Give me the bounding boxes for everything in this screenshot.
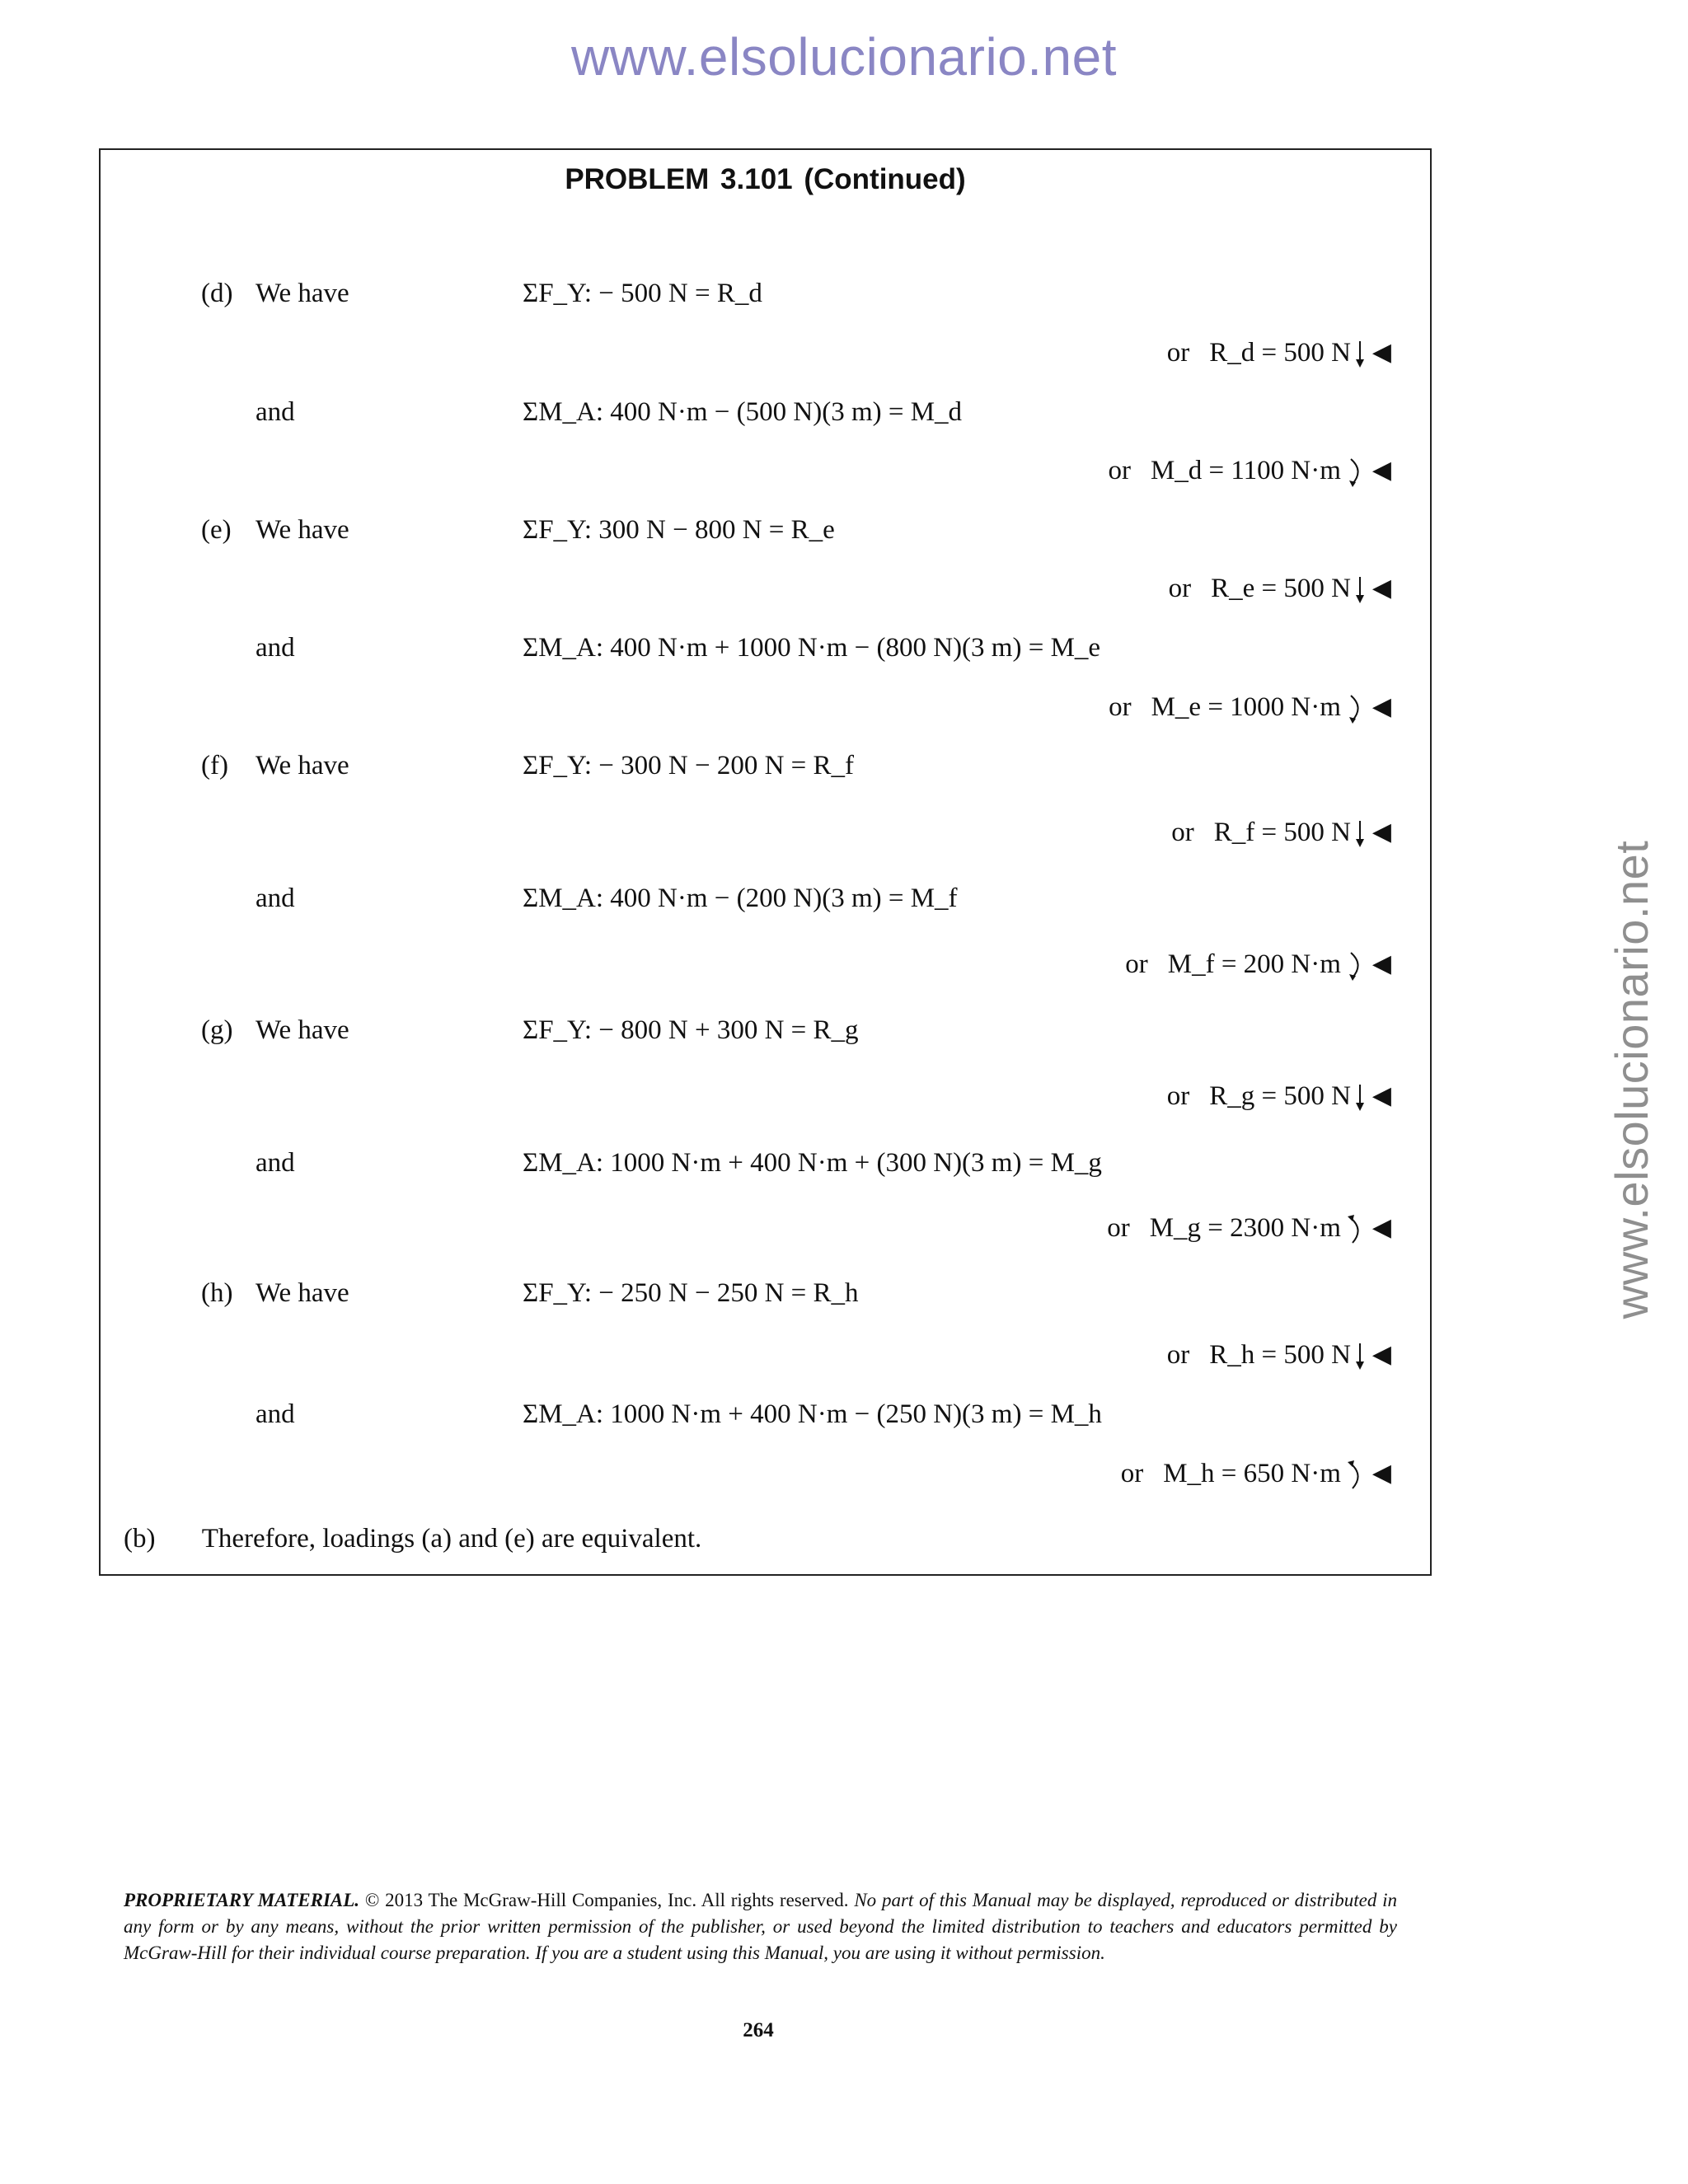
result-value: R_d = 500 N — [1209, 338, 1351, 368]
line-word: We have — [256, 751, 349, 780]
result-line — [1171, 814, 1391, 851]
end-of-answer-triangle-icon: ◀ — [1372, 1459, 1391, 1488]
result-line — [1125, 946, 1391, 982]
counterclockwise-moment-icon — [1344, 452, 1366, 489]
equation: ΣF_Y: 300 N − 800 N = R_e — [523, 515, 835, 545]
result-value: M_e = 1000 N·m — [1151, 692, 1341, 723]
footer-copyright: © 2013 The McGraw-Hill Companies, Inc. All rights reserved. — [364, 1890, 849, 1910]
counterclockwise-moment-icon — [1344, 689, 1366, 725]
end-of-answer-triangle-icon: ◀ — [1372, 574, 1391, 602]
end-of-answer-triangle-icon: ◀ — [1372, 692, 1391, 722]
equation: ΣF_Y: − 500 N = R_d — [523, 279, 762, 308]
conclusion — [124, 1521, 701, 1557]
down-arrow-icon — [1354, 570, 1366, 607]
equation: ΣM_A: 400 N·m − (500 N)(3 m) = M_d — [523, 397, 963, 427]
equation: ΣM_A: 400 N·m − (200 N)(3 m) = M_f — [523, 883, 958, 913]
footer-bold: PROPRIETARY MATERIAL. — [124, 1890, 360, 1910]
end-of-answer-triangle-icon: ◀ — [1372, 818, 1391, 846]
or-word: or — [1166, 1340, 1190, 1370]
result-line — [1108, 452, 1391, 489]
part-label: (h) — [201, 1278, 233, 1308]
down-arrow-icon — [1354, 1078, 1366, 1114]
line-word: and — [256, 1148, 295, 1178]
part-label: (f) — [201, 751, 228, 780]
watermark-top: www.elsolucionario.net — [571, 27, 1117, 87]
end-of-answer-triangle-icon: ◀ — [1372, 456, 1391, 485]
result-value: M_g = 2300 N·m — [1149, 1213, 1341, 1244]
down-arrow-icon — [1354, 814, 1366, 851]
line-word: and — [256, 1399, 295, 1429]
conclusion-label: (b) — [124, 1524, 156, 1554]
result-value: R_g = 500 N — [1209, 1081, 1351, 1111]
end-of-answer-triangle-icon: ◀ — [1372, 1213, 1391, 1243]
part-label: (d) — [201, 279, 233, 308]
equation: ΣM_A: 1000 N·m + 400 N·m − (250 N)(3 m) = M_h — [523, 1399, 1102, 1429]
line-word: We have — [256, 515, 349, 545]
result-line — [1167, 1078, 1391, 1114]
part-label: (g) — [201, 1015, 233, 1045]
or-word: or — [1171, 818, 1194, 847]
line-word: We have — [256, 279, 349, 308]
result-value: M_h = 650 N·m — [1163, 1459, 1341, 1489]
line-word: We have — [256, 1278, 349, 1308]
or-word: or — [1120, 1459, 1144, 1489]
result-line — [1109, 689, 1391, 725]
clockwise-moment-icon — [1344, 1455, 1366, 1492]
or-word: or — [1109, 692, 1132, 723]
equation: ΣM_A: 400 N·m + 1000 N·m − (800 N)(3 m) = M_e — [523, 633, 1101, 663]
or-word: or — [1108, 456, 1131, 486]
line-word: We have — [256, 1015, 349, 1045]
line-word: and — [256, 633, 295, 663]
end-of-answer-triangle-icon: ◀ — [1372, 1081, 1391, 1110]
copyright-footer — [124, 1887, 1397, 1966]
result-value: R_f = 500 N — [1213, 818, 1351, 847]
or-word: or — [1166, 338, 1190, 368]
counterclockwise-moment-icon — [1344, 946, 1366, 982]
clockwise-moment-icon — [1344, 1210, 1366, 1246]
equation: ΣM_A: 1000 N·m + 400 N·m + (300 N)(3 m) = M_g — [523, 1148, 1102, 1178]
or-word: or — [1168, 574, 1192, 603]
part-label: (e) — [201, 515, 232, 545]
or-word: or — [1107, 1213, 1130, 1244]
or-word: or — [1166, 1081, 1190, 1111]
result-value: R_e = 500 N — [1211, 574, 1351, 603]
end-of-answer-triangle-icon: ◀ — [1372, 338, 1391, 367]
equation: ΣF_Y: − 800 N + 300 N = R_g — [523, 1015, 859, 1045]
or-word: or — [1125, 949, 1148, 980]
down-arrow-icon — [1354, 335, 1366, 371]
result-line — [1167, 1337, 1391, 1373]
result-value: M_d = 1100 N·m — [1150, 456, 1341, 486]
page-number: 264 — [743, 2019, 774, 2041]
footer-notice: No part of this Manual may be displayed, reproduced or distributed in any form or by any means, without the prior written permission of the publisher, or used beyond the limited distribution to teachers and educators permitted by McGraw-Hill for their individual course preparation. If you are a student using this Manual, you are using it without permission. — [124, 1890, 1397, 1963]
conclusion-text: Therefore, loadings (a) and (e) are equivalent. — [201, 1524, 702, 1554]
result-line — [1167, 335, 1391, 371]
problem-title: PROBLEM 3.101 (Continued) — [565, 163, 966, 195]
watermark-side: www.elsolucionario.net — [1606, 840, 1658, 1319]
result-line — [1169, 570, 1391, 607]
down-arrow-icon — [1354, 1337, 1366, 1373]
line-word: and — [256, 883, 295, 913]
result-value: R_h = 500 N — [1209, 1340, 1351, 1370]
equation: ΣF_Y: − 300 N − 200 N = R_f — [523, 751, 855, 780]
equation: ΣF_Y: − 250 N − 250 N = R_h — [523, 1278, 859, 1308]
result-line — [1121, 1455, 1391, 1492]
result-line — [1107, 1210, 1391, 1246]
end-of-answer-triangle-icon: ◀ — [1372, 1340, 1391, 1369]
line-word: and — [256, 397, 295, 427]
end-of-answer-triangle-icon: ◀ — [1372, 949, 1391, 979]
result-value: M_f = 200 N·m — [1167, 949, 1341, 980]
